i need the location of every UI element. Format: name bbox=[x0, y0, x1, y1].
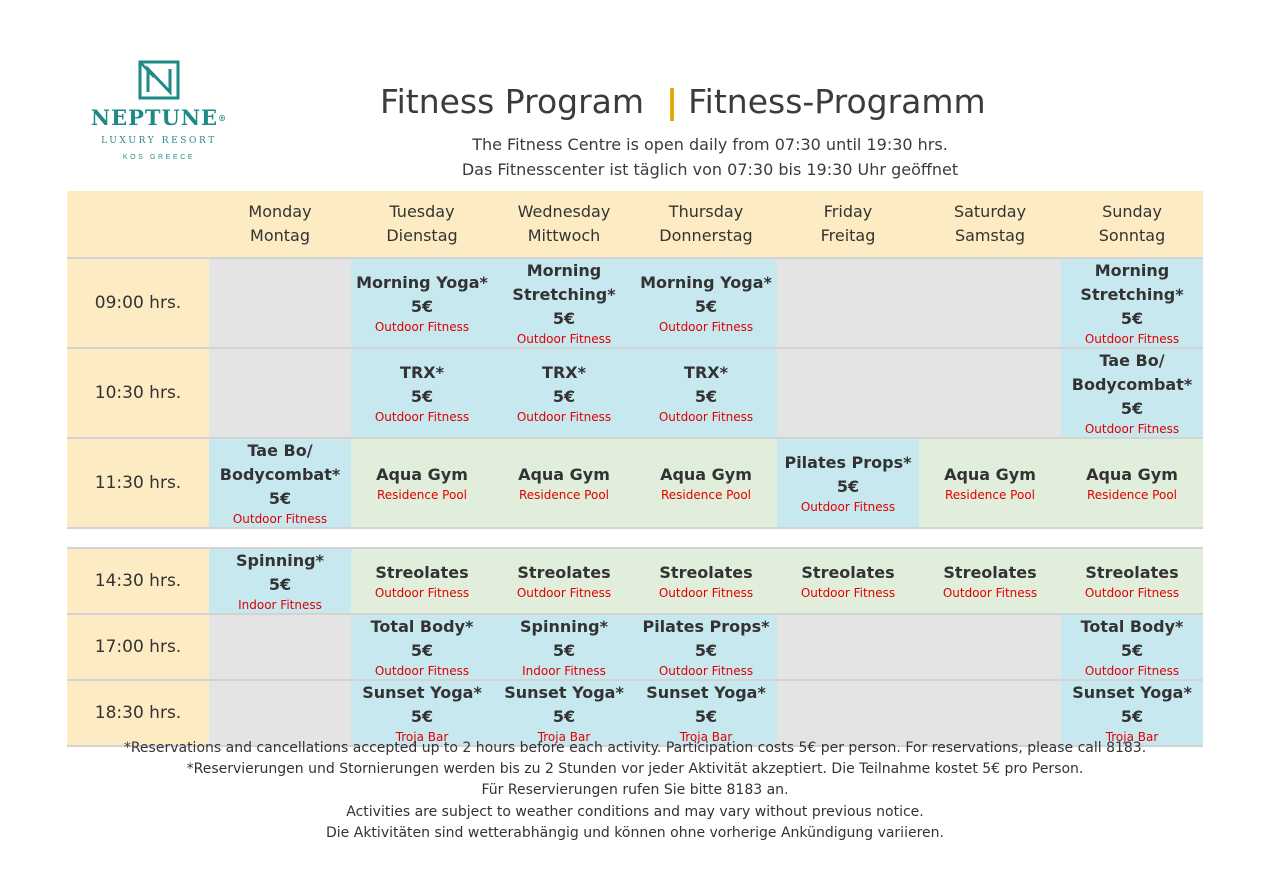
activity-name: Aqua Gym bbox=[1086, 465, 1178, 484]
activity-name: Tae Bo/ bbox=[247, 441, 313, 460]
activity-name: Morning bbox=[526, 261, 602, 280]
footer-note: Die Aktivitäten sind wetterabhängig und können ohne vorherige Ankündigung variieren. bbox=[326, 825, 944, 841]
activity-location: Troja Bar bbox=[395, 730, 449, 744]
activity-name: Stretching* bbox=[512, 285, 616, 304]
activity-cell bbox=[635, 438, 777, 528]
activity-name: Streolates bbox=[1085, 563, 1179, 582]
activity-name: Morning bbox=[1094, 261, 1170, 280]
schedule-row bbox=[67, 348, 1203, 438]
page-title bbox=[380, 80, 1020, 124]
day-name-german: Donnerstag bbox=[659, 226, 753, 245]
activity-cell bbox=[1061, 548, 1203, 614]
footer-note: Activities are subject to weather conditions and may vary without previous notice. bbox=[346, 804, 924, 820]
activity-location: Outdoor Fitness bbox=[1084, 332, 1180, 346]
activity-cell bbox=[493, 348, 635, 438]
activity-location: Outdoor Fitness bbox=[658, 410, 754, 424]
schedule-table bbox=[67, 191, 1203, 747]
activity-location: Outdoor Fitness bbox=[1084, 586, 1180, 600]
day-header-monday bbox=[209, 191, 351, 258]
activity-location: Outdoor Fitness bbox=[1084, 664, 1180, 678]
activity-name: TRX* bbox=[400, 363, 444, 382]
day-name-german: Dienstag bbox=[386, 226, 458, 245]
activity-price: 5€ bbox=[836, 477, 860, 496]
activity-name: Sunset Yoga* bbox=[646, 683, 766, 702]
empty-cell bbox=[919, 258, 1061, 348]
day-name-german: Sonntag bbox=[1098, 226, 1166, 245]
opening-hours-german: Das Fitnesscenter ist täglich von 07:30 bis 19:30 Uhr geöffnet bbox=[461, 160, 959, 179]
activity-name: Total Body* bbox=[370, 617, 474, 636]
activity-name: Streolates bbox=[375, 563, 469, 582]
activity-location: Outdoor Fitness bbox=[658, 586, 754, 600]
day-header-sunday bbox=[1061, 191, 1203, 258]
activity-location: Indoor Fitness bbox=[238, 598, 322, 612]
activity-name: Aqua Gym bbox=[518, 465, 610, 484]
logo-subtitle: LUXURY RESORT bbox=[101, 136, 217, 146]
activity-location: Outdoor Fitness bbox=[942, 586, 1038, 600]
footer-note: *Reservations and cancellations accepted up to 2 hours before each activity. Participation costs 5€ per person. For reservations, please call 8183. bbox=[123, 740, 1147, 756]
activity-cell bbox=[351, 258, 493, 348]
logo-name: NEPTUNE® bbox=[90, 105, 228, 130]
activity-cell bbox=[919, 548, 1061, 614]
activity-cell bbox=[493, 548, 635, 614]
day-name-english: Wednesday bbox=[517, 202, 611, 221]
activity-name: Aqua Gym bbox=[660, 465, 752, 484]
activity-price: 5€ bbox=[1120, 641, 1144, 660]
activity-location: Outdoor Fitness bbox=[658, 664, 754, 678]
activity-name: Bodycombat* bbox=[1071, 375, 1193, 394]
activity-name: Sunset Yoga* bbox=[362, 683, 482, 702]
time-slot-label: 11:30 hrs. bbox=[67, 438, 209, 528]
activity-name: Streolates bbox=[517, 563, 611, 582]
activity-location: Outdoor Fitness bbox=[800, 586, 896, 600]
activity-name: Spinning* bbox=[236, 551, 324, 570]
activity-location: Outdoor Fitness bbox=[374, 320, 470, 334]
time-slot-label: 09:00 hrs. bbox=[67, 258, 209, 348]
activity-name: Streolates bbox=[943, 563, 1037, 582]
day-header-thursday bbox=[635, 191, 777, 258]
activity-name: Pilates Props* bbox=[784, 453, 912, 472]
activity-cell bbox=[493, 680, 635, 746]
title-separator: | bbox=[666, 82, 679, 121]
activity-name: Bodycombat* bbox=[219, 465, 341, 484]
empty-cell bbox=[919, 348, 1061, 438]
opening-hours-english: The Fitness Centre is open daily from 07:30 until 19:30 hrs. bbox=[472, 135, 948, 154]
footer-note: *Reservierungen und Stornierungen werden bis zu 2 Stunden vor jeder Aktivität akzeptiert. Die Teilnahme kostet 5€ pro Person. bbox=[186, 761, 1084, 777]
logo-location: KOS GREECE bbox=[122, 154, 196, 161]
activity-cell bbox=[493, 614, 635, 680]
activity-name: Sunset Yoga* bbox=[1072, 683, 1192, 702]
activity-price: 5€ bbox=[552, 387, 576, 406]
activity-location: Outdoor Fitness bbox=[516, 332, 612, 346]
activity-cell bbox=[351, 614, 493, 680]
activity-cell bbox=[777, 548, 919, 614]
activity-cell bbox=[351, 438, 493, 528]
activity-price: 5€ bbox=[268, 575, 292, 594]
day-header-saturday bbox=[919, 191, 1061, 258]
activity-location: Troja Bar bbox=[1105, 730, 1159, 744]
empty-cell bbox=[919, 680, 1061, 746]
activity-cell bbox=[1061, 438, 1203, 528]
empty-cell bbox=[209, 614, 351, 680]
activity-name: Aqua Gym bbox=[376, 465, 468, 484]
activity-cell bbox=[493, 438, 635, 528]
schedule-row bbox=[67, 548, 1203, 614]
activity-price: 5€ bbox=[1120, 399, 1144, 418]
activity-location: Indoor Fitness bbox=[522, 664, 606, 678]
activity-cell bbox=[209, 438, 351, 528]
activity-name: Streolates bbox=[801, 563, 895, 582]
day-name-english: Friday bbox=[823, 202, 873, 221]
activity-location: Residence Pool bbox=[661, 488, 751, 502]
activity-price: 5€ bbox=[694, 387, 718, 406]
neptune-logo-icon bbox=[138, 60, 180, 100]
activity-price: 5€ bbox=[552, 641, 576, 660]
activity-price: 5€ bbox=[1120, 707, 1144, 726]
empty-cell bbox=[209, 348, 351, 438]
activity-name: Sunset Yoga* bbox=[504, 683, 624, 702]
activity-price: 5€ bbox=[410, 297, 434, 316]
footer-note: Für Reservierungen rufen Sie bitte 8183 an. bbox=[481, 782, 789, 798]
activity-name: TRX* bbox=[684, 363, 728, 382]
day-name-english: Saturday bbox=[953, 202, 1027, 221]
activity-cell bbox=[635, 258, 777, 348]
activity-location: Troja Bar bbox=[537, 730, 591, 744]
activity-price: 5€ bbox=[410, 641, 434, 660]
day-header-tuesday bbox=[351, 191, 493, 258]
activity-price: 5€ bbox=[552, 707, 576, 726]
empty-cell bbox=[777, 614, 919, 680]
empty-cell bbox=[777, 258, 919, 348]
day-name-english: Sunday bbox=[1102, 202, 1162, 221]
activity-location: Outdoor Fitness bbox=[374, 410, 470, 424]
activity-name: Streolates bbox=[659, 563, 753, 582]
activity-location: Residence Pool bbox=[1087, 488, 1177, 502]
activity-price: 5€ bbox=[410, 387, 434, 406]
activity-cell bbox=[1061, 614, 1203, 680]
activity-location: Residence Pool bbox=[945, 488, 1035, 502]
schedule-row bbox=[67, 258, 1203, 348]
schedule-row bbox=[67, 438, 1203, 528]
midday-break-row bbox=[67, 528, 1203, 548]
empty-cell bbox=[209, 258, 351, 348]
day-name-english: Thursday bbox=[668, 202, 744, 221]
activity-name: TRX* bbox=[542, 363, 586, 382]
empty-cell bbox=[919, 614, 1061, 680]
activity-name: Morning Yoga* bbox=[356, 273, 488, 292]
activity-location: Outdoor Fitness bbox=[374, 664, 470, 678]
corner-cell bbox=[67, 191, 209, 258]
activity-location: Outdoor Fitness bbox=[516, 586, 612, 600]
activity-name: Morning Yoga* bbox=[640, 273, 772, 292]
activity-location: Outdoor Fitness bbox=[374, 586, 470, 600]
day-header-wednesday bbox=[493, 191, 635, 258]
day-header-row bbox=[67, 191, 1203, 258]
day-name-english: Tuesday bbox=[389, 202, 455, 221]
activity-cell bbox=[635, 614, 777, 680]
activity-location: Outdoor Fitness bbox=[516, 410, 612, 424]
activity-cell bbox=[635, 548, 777, 614]
activity-name: Spinning* bbox=[520, 617, 608, 636]
activity-location: Outdoor Fitness bbox=[232, 512, 328, 526]
activity-cell bbox=[1061, 680, 1203, 746]
activity-cell bbox=[777, 438, 919, 528]
day-name-german: Montag bbox=[250, 226, 310, 245]
activity-price: 5€ bbox=[410, 707, 434, 726]
activity-location: Outdoor Fitness bbox=[1084, 422, 1180, 436]
activity-name: Pilates Props* bbox=[642, 617, 770, 636]
schedule-row bbox=[67, 680, 1203, 746]
title-english: Fitness Program bbox=[380, 82, 645, 121]
activity-cell bbox=[351, 548, 493, 614]
activity-price: 5€ bbox=[268, 489, 292, 508]
day-name-english: Monday bbox=[248, 202, 312, 221]
activity-price: 5€ bbox=[694, 707, 718, 726]
activity-cell bbox=[209, 548, 351, 614]
activity-cell bbox=[1061, 348, 1203, 438]
day-name-german: Freitag bbox=[820, 226, 876, 245]
empty-cell bbox=[209, 680, 351, 746]
activity-name: Stretching* bbox=[1080, 285, 1184, 304]
activity-name: Tae Bo/ bbox=[1099, 351, 1165, 370]
activity-price: 5€ bbox=[552, 309, 576, 328]
activity-location: Troja Bar bbox=[679, 730, 733, 744]
activity-price: 5€ bbox=[694, 641, 718, 660]
day-name-german: Mittwoch bbox=[527, 226, 601, 245]
time-slot-label: 14:30 hrs. bbox=[67, 548, 209, 614]
activity-name: Aqua Gym bbox=[944, 465, 1036, 484]
activity-location: Residence Pool bbox=[519, 488, 609, 502]
empty-cell bbox=[777, 348, 919, 438]
day-name-german: Samstag bbox=[954, 226, 1026, 245]
activity-name: Total Body* bbox=[1080, 617, 1184, 636]
time-slot-label: 18:30 hrs. bbox=[67, 680, 209, 746]
time-slot-label: 17:00 hrs. bbox=[67, 614, 209, 680]
schedule-row bbox=[67, 614, 1203, 680]
break-cell bbox=[67, 528, 1203, 548]
activity-cell bbox=[493, 258, 635, 348]
activity-cell bbox=[919, 438, 1061, 528]
empty-cell bbox=[777, 680, 919, 746]
activity-location: Outdoor Fitness bbox=[800, 500, 896, 514]
activity-cell bbox=[1061, 258, 1203, 348]
activity-location: Outdoor Fitness bbox=[658, 320, 754, 334]
activity-cell bbox=[635, 680, 777, 746]
activity-price: 5€ bbox=[1120, 309, 1144, 328]
resort-logo bbox=[70, 58, 248, 170]
day-header-friday bbox=[777, 191, 919, 258]
title-german: Fitness-Programm bbox=[688, 82, 986, 121]
activity-cell bbox=[635, 348, 777, 438]
activity-location: Residence Pool bbox=[377, 488, 467, 502]
time-slot-label: 10:30 hrs. bbox=[67, 348, 209, 438]
activity-cell bbox=[351, 680, 493, 746]
activity-cell bbox=[351, 348, 493, 438]
activity-price: 5€ bbox=[694, 297, 718, 316]
